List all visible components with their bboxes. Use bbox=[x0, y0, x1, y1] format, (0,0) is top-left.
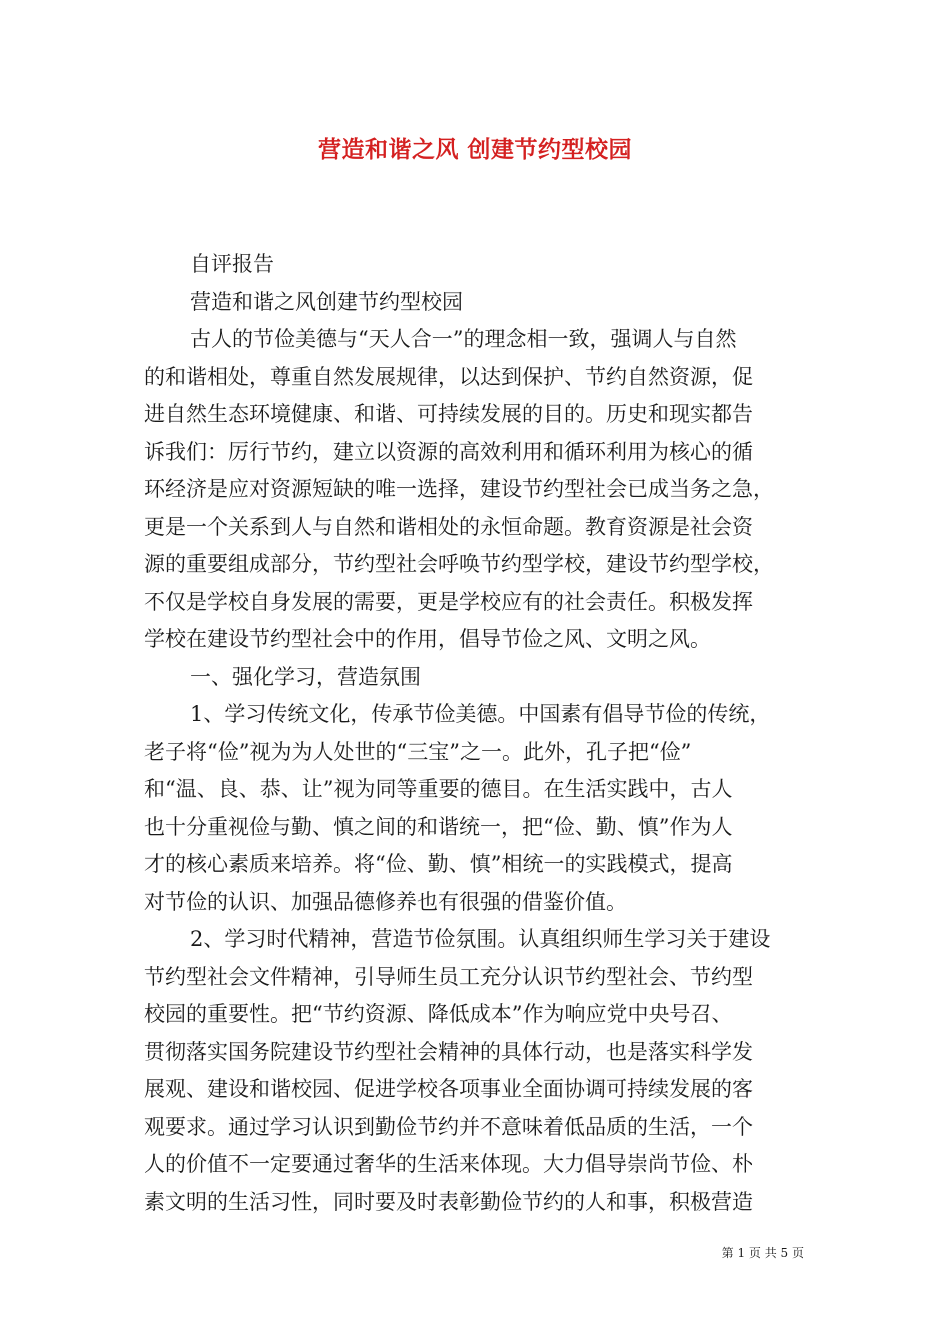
text-line: 1、学习传统文化，传承节俭美德。中国素有倡导节俭的传统， bbox=[190, 702, 771, 726]
text-line: 学校在建设节约型社会中的作用，倡导节俭之风、文明之风。 bbox=[144, 627, 711, 651]
text-line: 诉我们：厉行节约，建立以资源的高效利用和循环利用为核心的循 bbox=[144, 439, 753, 464]
text-line: 不仅是学校自身发展的需要，更是学校应有的社会责任。积极发挥 bbox=[144, 589, 753, 614]
text-line: 对节俭的认识、加强品德修养也有很强的借鉴价值。 bbox=[144, 889, 627, 914]
text-line: 观要求。通过学习认识到勤俭节约并不意味着低品质的生活，一个 bbox=[144, 1114, 753, 1139]
text-line: 贯彻落实国务院建设节约型社会精神的具体行动，也是落实科学发 bbox=[144, 1039, 753, 1064]
text-line: 更是一个关系到人与自然和谐相处的永恒命题。教育资源是社会资 bbox=[144, 514, 753, 539]
text-line: 和“温、良、恭、让”视为同等重要的德目。在生活实践中，古人 bbox=[144, 777, 733, 801]
page-number: 第 1 页 共 5 页 bbox=[721, 1246, 804, 1260]
text-line: 才的核心素质来培养。将“俭、勤、慎”相统一的实践模式，提高 bbox=[144, 852, 733, 876]
text-line: 校园的重要性。把“节约资源、降低成本”作为响应党中央号召、 bbox=[144, 1002, 733, 1026]
text-line: 2、学习时代精神，营造节俭氛围。认真组织师生学习关于建设 bbox=[190, 927, 771, 951]
text-line: 自评报告 bbox=[190, 252, 274, 276]
text-line: 节约型社会文件精神，引导师生员工充分认识节约型社会、节约型 bbox=[144, 964, 753, 989]
text-line: 老子将“俭”视为为人处世的“三宝”之一。此外，孔子把“俭” bbox=[144, 739, 692, 764]
text-line: 营造和谐之风创建节约型校园 bbox=[190, 289, 463, 314]
text-line: 进自然生态环境健康、和谐、可持续发展的目的。历史和现实都告 bbox=[144, 402, 753, 426]
document-body bbox=[144, 246, 804, 1221]
text-line: 源的重要组成部分，节约型社会呼唤节约型学校，建设节约型学校， bbox=[144, 552, 774, 576]
text-line: 素文明的生活习性，同时要及时表彰勤俭节约的人和事，积极营造 bbox=[144, 1189, 753, 1214]
page-title: 营造和谐之风 创建节约型校园 bbox=[317, 136, 632, 163]
text-line: 人的价值不一定要通过奢华的生活来体现。大力倡导崇尚节俭、朴 bbox=[144, 1152, 753, 1176]
text-line: 的和谐相处，尊重自然发展规律，以达到保护、节约自然资源，促 bbox=[144, 364, 753, 389]
text-line: 环经济是应对资源短缺的唯一选择，建设节约型社会已成当务之急， bbox=[144, 477, 774, 501]
text-line: 古人的节俭美德与“天人合一”的理念相一致，强调人与自然 bbox=[190, 327, 737, 351]
text-line: 也十分重视俭与勤、慎之间的和谐统一，把“俭、勤、慎”作为人 bbox=[144, 814, 733, 839]
text-line: 一、强化学习，营造氛围 bbox=[190, 664, 421, 689]
text-line: 展观、建设和谐校园、促进学校各项事业全面协调可持续发展的客 bbox=[144, 1077, 753, 1101]
